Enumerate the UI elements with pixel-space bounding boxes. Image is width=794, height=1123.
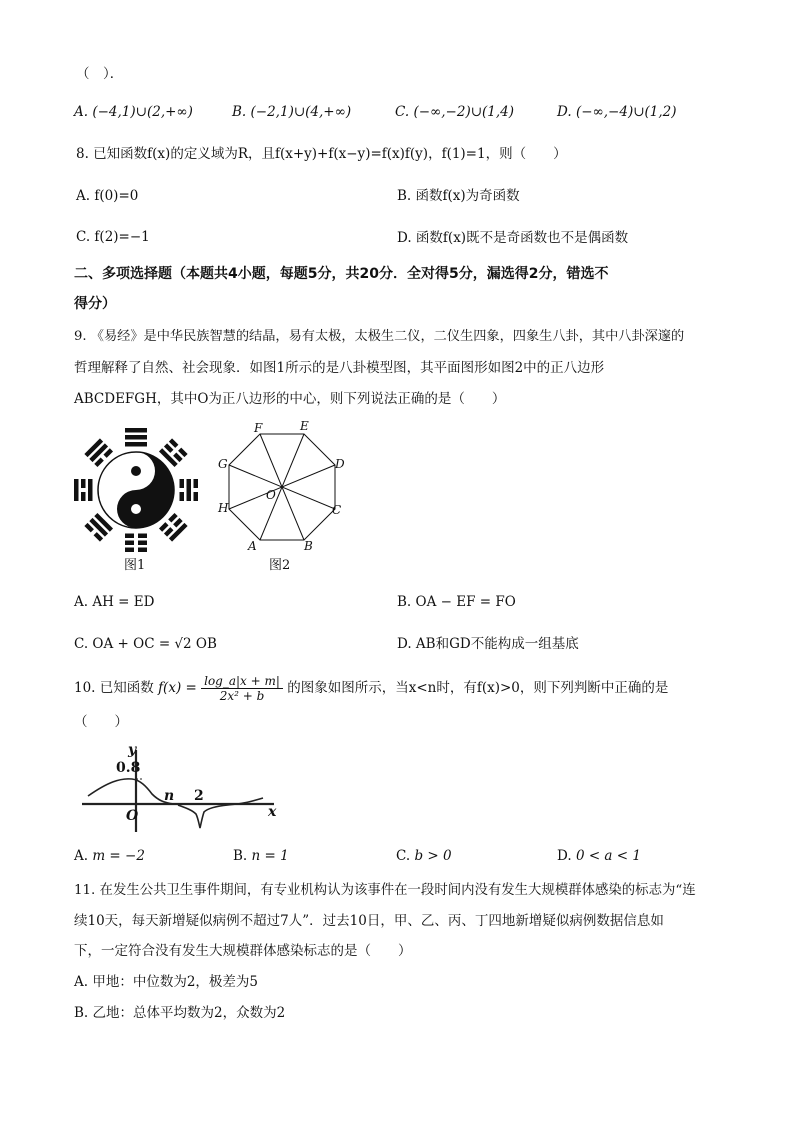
fig1-caption: 图1 [124,558,146,573]
q9-stem-line1: 9. 《易经》是中华民族智慧的结晶，易有太极，太极生二仪，二仪生四象，四象生八卦，其中八卦深邃的 [74,329,685,344]
origin-label: O [126,808,139,824]
q7-option-a[interactable] [74,102,193,122]
q10-suffix: 的图象如图所示，当x<n时，有f(x)>0，则下列判断中正确的是 [287,680,669,696]
q10-prefix: 10. 已知函数 [74,680,154,696]
option-text: n = 1 [251,848,289,864]
option-text: (−∞,−4)∪(1,2) [575,104,677,120]
fig2-caption: 图2 [269,558,291,573]
q10-option-c[interactable] [396,846,452,866]
q8-option-a[interactable]: A. f(0)=0 [76,188,139,204]
q10-fx: f(x) = [158,680,197,696]
n-label: n [164,788,175,804]
bagua-figure [66,418,206,558]
option-text: b > 0 [414,848,452,864]
yang-dot [131,504,141,514]
q11-option-b[interactable]: B. 乙地：总体平均数为2，众数为2 [74,1005,286,1021]
q10-denominator: 2x² + b [219,689,265,703]
q10-option-d[interactable] [557,846,641,866]
option-label: A. [74,848,89,864]
q10-option-a[interactable] [74,846,145,866]
center-o: O [266,488,276,502]
option-label: A. [74,104,89,120]
option-text: m = −2 [92,848,145,864]
q8-option-c[interactable]: C. f(2)=−1 [76,229,150,245]
q7-option-c[interactable] [395,102,514,122]
q9-option-a[interactable]: A. AH = ED [74,594,155,610]
option-label: D. [557,848,572,864]
q7-option-d[interactable] [557,102,677,122]
vertex-f: F [254,421,263,435]
x-axis-label: x [268,804,277,820]
octagon-figure [210,418,360,553]
q9-stem-line3: ABCDEFGH，其中O为正八边形的中心，则下列说法正确的是（ ） [74,391,506,407]
vertex-c: C [332,503,342,517]
option-label: B. [232,104,247,120]
q10-stem [74,674,668,703]
q10-answer-paren: （ ） [74,714,128,730]
section-heading-line1: 二、多项选择题（本题共4小题，每题5分，共20分．全对得5分，漏选得2分，错选不 [74,266,609,282]
yin-dot [131,466,141,476]
option-label: C. [396,848,411,864]
q11-stem-line3: 下，一定符合没有发生大规模群体感染标志的是（ ） [74,943,412,959]
option-text: (−2,1)∪(4,+∞) [250,104,352,120]
option-label: D. [557,104,572,120]
vertex-d: D [335,457,345,471]
q9-option-b[interactable]: B. OA − EF = FO [397,594,516,610]
q8-stem: 8. 已知函数f(x)的定义域为R，且f(x+y)+f(x−y)=f(x)f(y)，f(1)=1，则（ ） [76,146,567,162]
vertex-a: A [248,539,257,553]
vertex-h: H [218,501,229,515]
vertex-g: G [218,457,228,471]
q10-option-b[interactable] [233,846,289,866]
vertex-b: B [304,539,313,553]
q7-option-b[interactable] [232,102,351,122]
q7-answer-paren: （ ）． [76,66,124,82]
curve-left [88,779,174,804]
section-heading-line2: 得分） [74,296,116,312]
q10-fraction [201,674,283,703]
peak-label: 0.8 [116,760,141,776]
q10-function-graph [78,738,288,838]
option-label: C. [395,104,410,120]
curve-right [178,798,263,828]
q11-stem-line1: 11. 在发生公共卫生事件期间，有专业机构认为该事件在一段时间内没有发生大规模群体感染的标志为“连 [74,883,696,898]
q9-option-c[interactable]: C. OA + OC = √2 OB [74,636,217,652]
q10-numerator: log_a|x + m| [201,674,283,689]
q9-stem-line2: 哲理解释了自然、社会现象．如图1所示的是八卦模型图，其平面图形如图2中的正八边形 [74,360,605,376]
vertex-e: E [300,419,309,433]
y-axis-label: y [128,742,137,758]
trigram-qian-icon [125,428,147,447]
q11-stem-line2: 续10天，每天新增疑似病例不超过7人”．过去10日，甲、乙、丙、丁四地新增疑似病例数据信息如 [74,913,664,929]
option-text: 0 < a < 1 [575,848,641,864]
option-text: (−∞,−2)∪(1,4) [413,104,515,120]
trigram-li-icon [74,479,93,501]
option-label: B. [233,848,248,864]
two-label: 2 [194,788,204,804]
q8-option-d[interactable]: D. 函数f(x)既不是奇函数也不是偶函数 [397,230,629,246]
trigram-kun-icon [125,534,147,553]
option-text: (−4,1)∪(2,+∞) [92,104,193,120]
trigram-kan-icon [180,479,199,501]
q11-option-a[interactable]: A. 甲地：中位数为2，极差为5 [74,974,259,990]
q8-option-b[interactable]: B. 函数f(x)为奇函数 [397,188,520,204]
q9-option-d[interactable]: D. AB和GD不能构成一组基底 [397,636,579,652]
